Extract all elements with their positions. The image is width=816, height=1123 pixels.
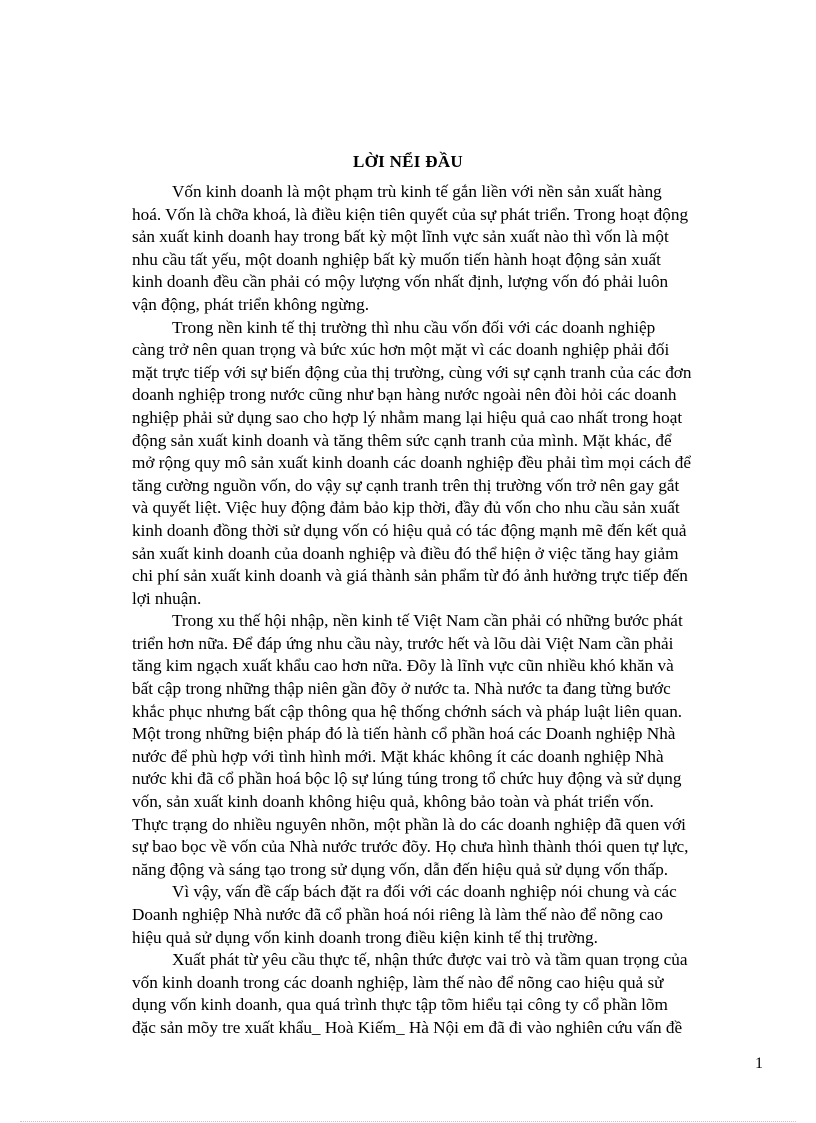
- body-line: hiệu quả sử dụng vốn kinh doanh trong điều kiện kinh tế thị trường.: [132, 927, 598, 947]
- body-line: triển hơn nữa. Để đáp ứng nhu cầu này, trước hết và lõu dài Việt Nam cần phải: [132, 633, 674, 653]
- body-line: chi phí sản xuất kinh doanh và giá thành sản phẩm từ đó ảnh hưởng trực tiếp đến: [132, 566, 688, 586]
- page-bottom-rule: [20, 1121, 796, 1122]
- body-line: hoá. Vốn là chỡa khoá, là điều kiện tiên quyết của sự phát triển. Trong hoạt động: [132, 204, 689, 224]
- document-body: [132, 181, 788, 1040]
- body-line: doanh nghiệp trong nước cũng như bạn hàng nước ngoài nên đòi hỏi các doanh: [132, 385, 677, 405]
- body-line: sản xuất kinh doanh hay trong bất kỳ một lĩnh vực sản xuất nào thì vốn là một: [132, 227, 669, 247]
- body-line: tăng kim ngạch xuất khẩu cao hơn nữa. Đõy là lĩnh vực cũn nhiều khó khăn và: [132, 656, 674, 676]
- body-line: Xuất phát từ yêu cầu thực tế, nhận thức được vai trò và tầm quan trọng của: [172, 950, 688, 970]
- body-line: Doanh nghiệp Nhà nước đã cổ phần hoá nói riêng là làm thế nào để nõng cao: [132, 905, 663, 924]
- body-line: và quyết liệt. Việc huy động đảm bảo kịp thời, đầy đủ vốn cho nhu cầu sản xuất: [132, 498, 680, 518]
- body-line: đặc sản mõy tre xuất khẩu_ Hoà Kiếm_ Hà Nội em đã đi vào nghiên cứu vấn đề: [132, 1017, 683, 1037]
- body-line: động sản xuất kinh doanh và tăng thêm sức cạnh tranh của mình. Mặt khác, để: [132, 430, 672, 450]
- body-line: kinh doanh đều cần phải có mộy lượng vốn nhất định, lượng vốn đó phải luôn: [132, 272, 669, 292]
- body-line: kinh doanh đồng thời sử dụng vốn có hiệu quả có tác động mạnh mẽ đến kết quả: [132, 520, 687, 540]
- body-line: càng trở nên quan trọng và bức xúc hơn một mặt vì các doanh nghiệp phải đối: [132, 340, 670, 360]
- body-line: mặt trực tiếp với sự biến động của thị trường, cùng với sự cạnh tranh của các đơn: [132, 362, 692, 382]
- body-line: nhu cầu tất yếu, một doanh nghiệp bất kỳ muốn tiến hành hoạt động sản xuất: [132, 249, 661, 269]
- body-line: Thực trạng do nhiều nguyên nhõn, một phần là do các doanh nghiệp đã quen với: [132, 814, 686, 834]
- page-number: 1: [755, 1055, 763, 1072]
- body-line: Vốn kinh doanh là một phạm trù kinh tế gắn liền với nền sản xuất hàng: [172, 182, 662, 201]
- body-line: vốn, sản xuất kinh doanh không hiệu quả, không bảo toàn và phát triển vốn.: [132, 792, 654, 812]
- body-line: tăng cường nguồn vốn, do vậy sự cạnh tranh trên thị trường vốn trở nên gay gắt: [132, 475, 680, 495]
- body-line: Trong xu thế hội nhập, nền kinh tế Việt Nam cần phải có những bước phát: [172, 611, 683, 631]
- body-line: khắc phục nhưng bất cập thông qua hệ thống chớnh sách và pháp luật liên quan.: [132, 701, 683, 721]
- body-line: năng động và sáng tạo trong sử dụng vốn, dẫn đến hiệu quả sử dụng vốn thấp.: [132, 859, 669, 879]
- body-line: mở rộng quy mô sản xuất kinh doanh các doanh nghiệp đều phải tìm mọi cách để: [132, 453, 691, 473]
- body-line: Vì vậy, vấn đề cấp bách đặt ra đối với các doanh nghiệp nói chung và các: [172, 882, 677, 902]
- body-line: sự bao bọc về vốn của Nhà nước trước đõy. Họ chưa hình thành thói quen tự lực,: [132, 837, 689, 857]
- document-title: LỜI NỂI ĐẦU: [352, 152, 464, 171]
- body-line: lợi nhuận.: [132, 588, 202, 608]
- body-line: Một trong những biện pháp đó là tiến hành cổ phần hoá các Doanh nghiệp Nhà: [132, 724, 676, 744]
- body-line: vốn kinh doanh trong các doanh nghiệp, làm thế nào để nõng cao hiệu quả sử: [132, 972, 664, 992]
- body-line: vận động, phát triển không ngừng.: [132, 294, 370, 314]
- body-line: bất cập trong những thập niên gần đõy ở nước ta. Nhà nước ta đang từng bước: [132, 679, 671, 699]
- body-line: dụng vốn kinh doanh, qua quá trình thực tập tõm hiểu tại công ty cổ phần lõm: [132, 995, 668, 1015]
- body-line: sản xuất kinh doanh của doanh nghiệp và điều đó thể hiện ở việc tăng hay giảm: [132, 543, 679, 563]
- body-line: nước để phù hợp với tình hình mới. Mặt khác không ít các doanh nghiệp Nhà: [132, 746, 664, 766]
- body-line: Trong nền kinh tế thị trường thì nhu cầu vốn đối với các doanh nghiệp: [172, 317, 656, 337]
- body-line: nước khi đã cổ phần hoá bộc lộ sự lúng túng trong tổ chức huy động và sử dụng: [132, 769, 682, 789]
- body-line: nghiệp phải sử dụng sao cho hợp lý nhằm mang lại hiệu quả cao nhất trong hoạt: [132, 407, 683, 427]
